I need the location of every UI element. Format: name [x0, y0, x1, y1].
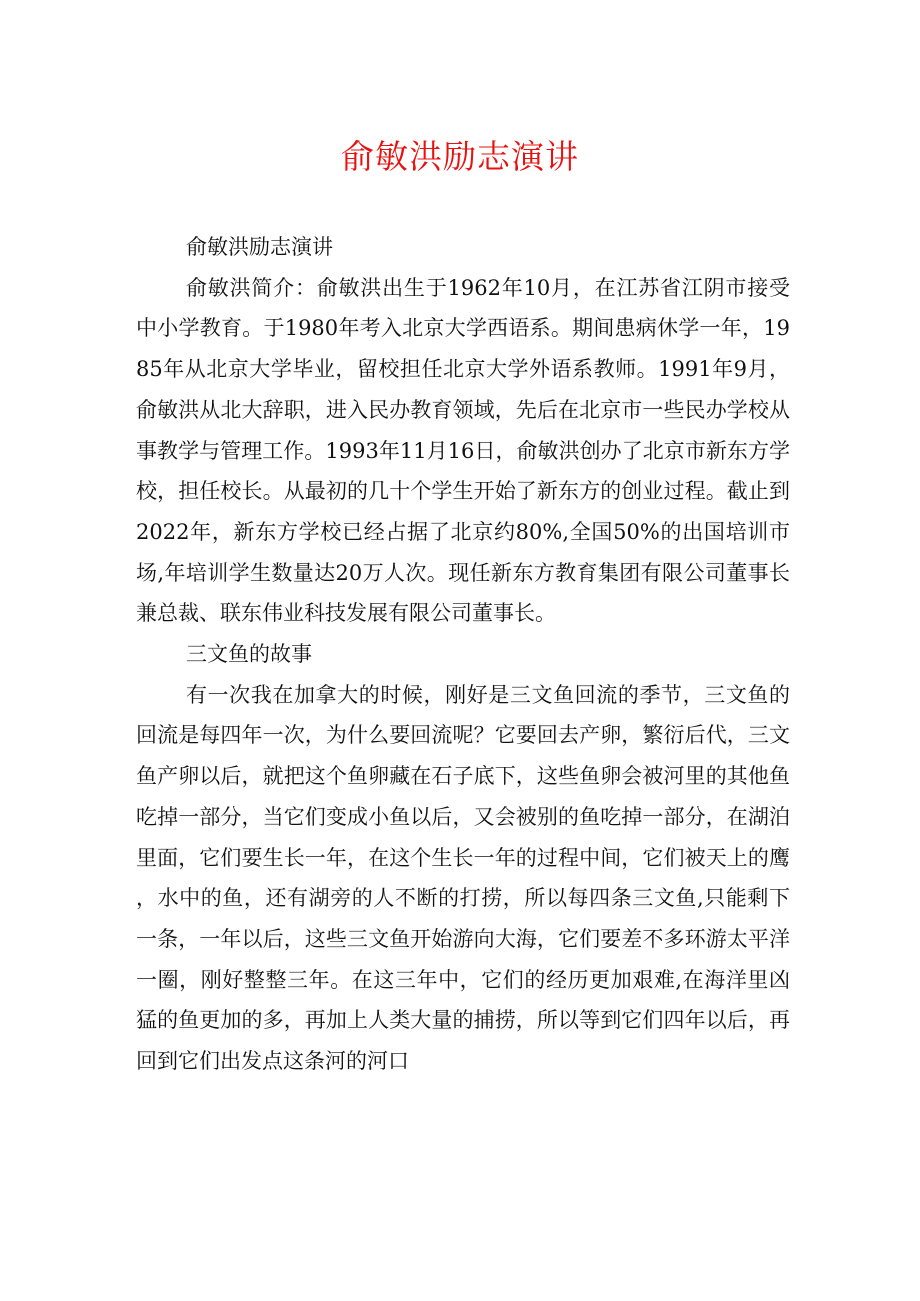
document-title: 俞敏洪励志演讲: [341, 137, 579, 176]
paragraph-section-heading: 三文鱼的故事: [186, 642, 312, 667]
document-body: [136, 227, 790, 1082]
paragraph-subtitle: 俞敏洪励志演讲: [186, 235, 333, 259]
paragraph-biography: 俞敏洪简介：俞敏洪出生于1962年10月，在江苏省江阴市接受中小学教育。于1980年考入北京大学西语系。期间患病休学一年，1985年从北京大学毕业，留校担任北京大学外语系教师。1991年9月，俞敏洪从北大辞职，进入民办教育领域，先后在北京市一些民办学校从事教学与管理工作。1993年11月16日，俞敏洪创办了北京市新东方学校，担任校长。从最初的几十个学生开始了新东方的创业过程。截止到2022年，新东方学校已经占据了北京约80%,全国50%的出国培训市场,年培训学生数量达20万人次。现任新东方教育集团有限公司董事长兼总裁、联东伟业科技发展有限公司董事长。: [136, 275, 790, 626]
paragraph-salmon-story: 有一次我在加拿大的时候，刚好是三文鱼回流的季节，三文鱼的回流是每四年一次，为什么要回流呢？它要回去产卵，繁衍后代，三文鱼产卵以后，就把这个鱼卵藏在石子底下，这些鱼卵会被河里的其他鱼吃掉一部分，当它们变成小鱼以后，又会被别的鱼吃掉一部分，在湖泊里面，它们要生长一年，在这个生长一年的过程中间，它们被天上的鹰，水中的鱼，还有湖旁的人不断的打捞，所以每四条三文鱼,只能剩下一条，一年以后，这些三文鱼开始游向大海，它们要差不多环游太平洋一圈，刚好整整三年。在这三年中，它们的经历更加艰难,在海洋里凶猛的鱼更加的多，再加上人类大量的捕捞，所以等到它们四年以后，再回到它们出发点这条河的河口: [136, 682, 790, 1074]
